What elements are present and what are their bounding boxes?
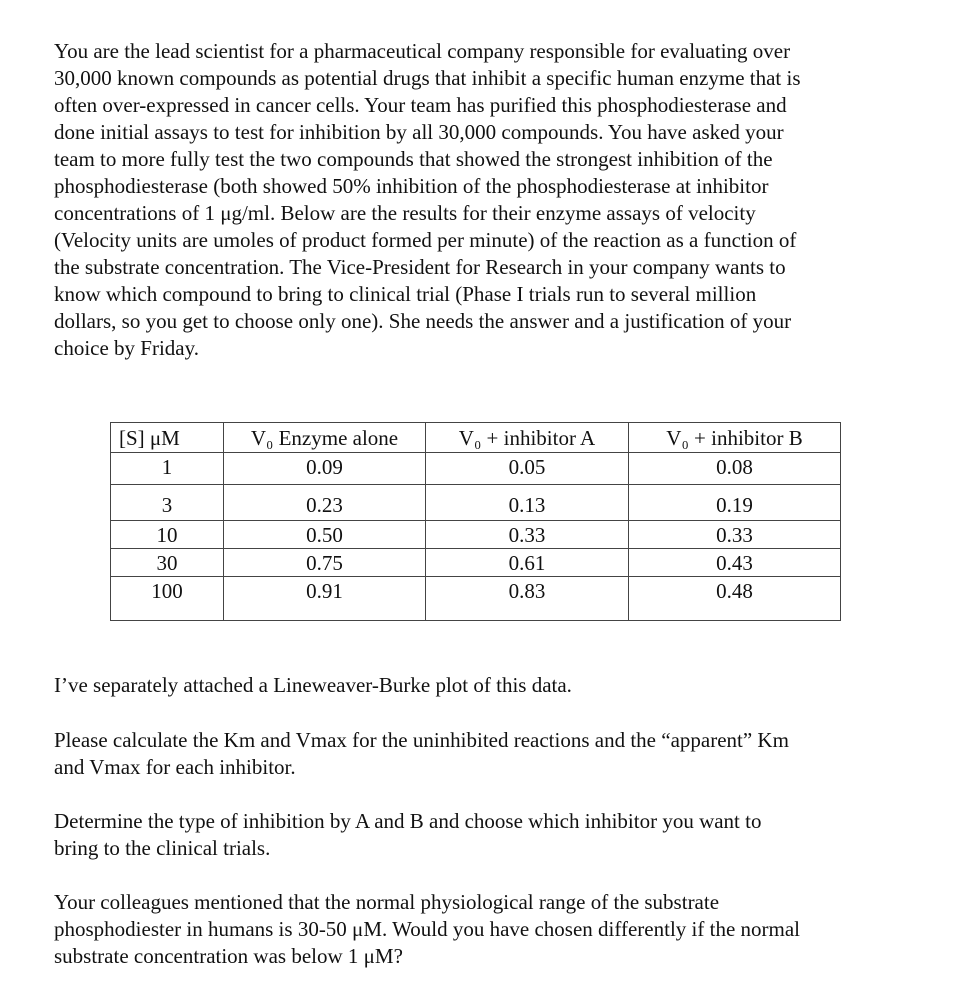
table-cell: 0.08 xyxy=(629,453,841,485)
problem-intro-paragraph: You are the lead scientist for a pharmaceutical company responsible for evaluating over 30,000 known compounds as potential drugs that inhibit a specific human enzyme that is often over-expressed in cancer cells. Your team has purified this phosphodiesterase and done initial assays to test for inhibition by all 30,000 compounds. You have asked your team to more fully test the two compounds that showed the strongest inhibition of the phosphodiesterase (both showed 50% inhibition of the phosphodiesterase at inhibitor concentrations of 1 μg/ml. Below are the results for their enzyme assays of velocity (Velocity units are umoles of product formed per minute) of the reaction as a function of the substrate concentration. The Vice-President for Research in your company wants to know which compound to bring to clinical trial (Phase I trials run to several million dollars, so you get to choose only one). She needs the answer and a justification of your choice by Friday. xyxy=(54,39,801,360)
table-cell: 3 xyxy=(111,485,224,521)
table-cell: 0.50 xyxy=(224,521,426,549)
table-cell: 0.83 xyxy=(426,577,629,621)
table-cell: 10 xyxy=(111,521,224,549)
table-row xyxy=(111,485,841,521)
table-cell: 0.61 xyxy=(426,549,629,577)
table-row xyxy=(111,521,841,549)
table-row xyxy=(111,577,841,621)
plot-note-paragraph: I’ve separately attached a Lineweaver-Burke plot of this data. xyxy=(54,673,572,697)
header-velocity-enzyme-alone: V₀ Enzyme alone xyxy=(224,423,426,453)
table-cell: 0.13 xyxy=(426,485,629,521)
table-cell: 0.43 xyxy=(629,549,841,577)
header-velocity-inhibitor-a: V₀ + inhibitor A xyxy=(426,423,629,453)
velocity-data-table xyxy=(110,422,841,621)
table-cell: 0.05 xyxy=(426,453,629,485)
header-substrate-concentration: [S] μM xyxy=(111,423,224,453)
table-header-row xyxy=(111,423,841,453)
table-cell: 30 xyxy=(111,549,224,577)
table-cell: 0.19 xyxy=(629,485,841,521)
calculation-question: Please calculate the Km and Vmax for the uninhibited reactions and the “apparent” Km and Vmax for each inhibitor. xyxy=(54,728,789,779)
table-cell: 0.91 xyxy=(224,577,426,621)
table-cell: 0.33 xyxy=(426,521,629,549)
header-velocity-inhibitor-b: V₀ + inhibitor B xyxy=(629,423,841,453)
table-cell: 100 xyxy=(111,577,224,621)
table-cell: 0.09 xyxy=(224,453,426,485)
table-cell: 0.33 xyxy=(629,521,841,549)
table-cell: 1 xyxy=(111,453,224,485)
table-row xyxy=(111,549,841,577)
table-cell: 0.75 xyxy=(224,549,426,577)
table-row xyxy=(111,453,841,485)
physiological-range-question: Your colleagues mentioned that the normal physiological range of the substrate phosphodiester in humans is 30-50 μM. Would you have chosen differently if the normal substrate concentration was below 1 μM? xyxy=(54,890,801,968)
table-cell: 0.23 xyxy=(224,485,426,521)
table-cell: 0.48 xyxy=(629,577,841,621)
inhibition-type-question: Determine the type of inhibition by A and B and choose which inhibitor you want to bring to the clinical trials. xyxy=(54,809,762,860)
